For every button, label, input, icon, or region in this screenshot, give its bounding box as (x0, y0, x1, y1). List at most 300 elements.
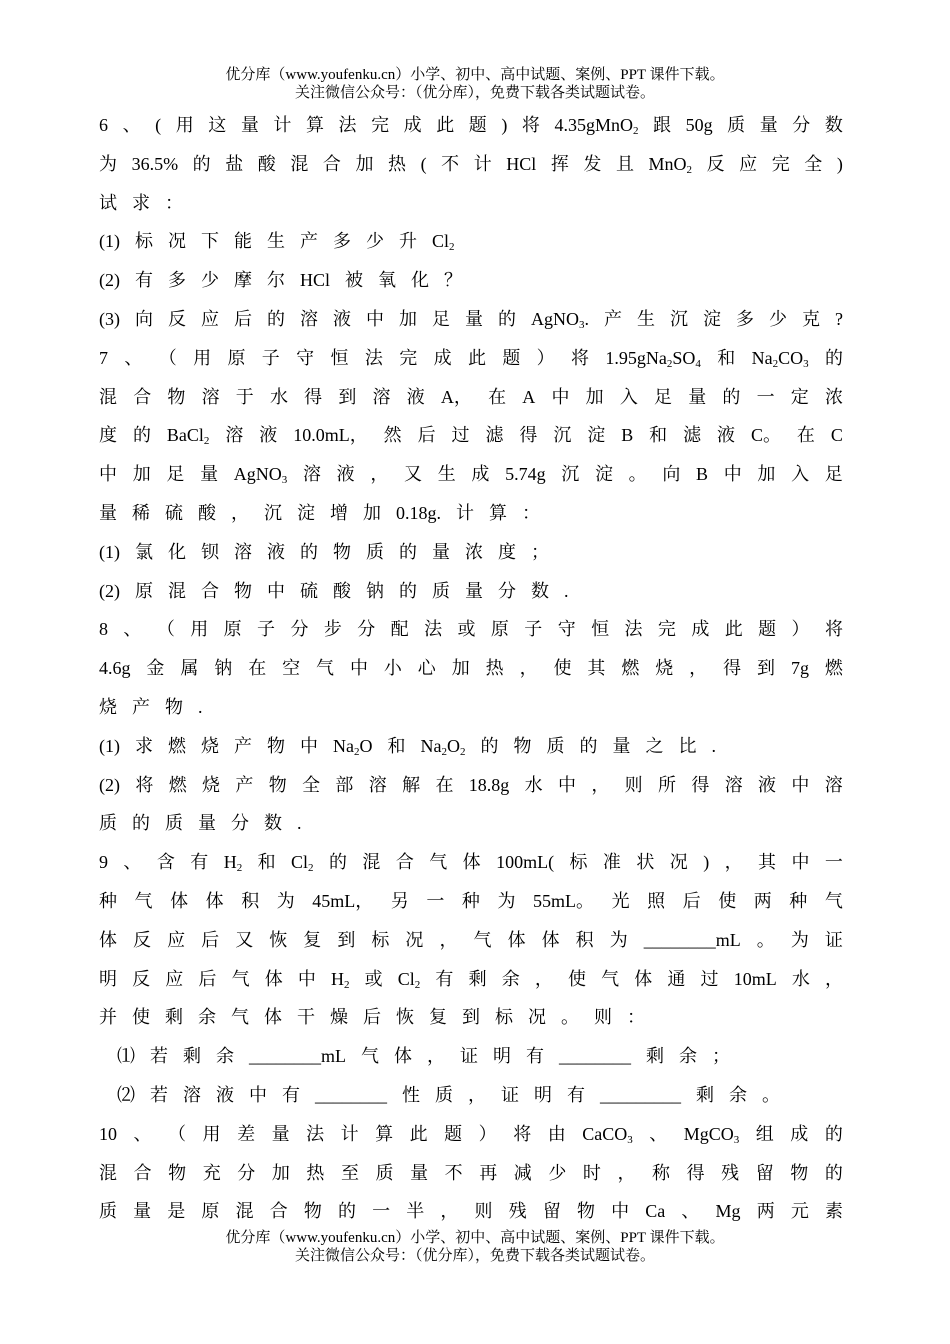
text-token: 有 (135, 270, 153, 291)
text-token: 反 (132, 968, 151, 989)
text-token: 到 (757, 658, 776, 679)
footer-line-2: 关注微信公众号：（优分库），免费下载各类试题试卷。 (294, 1248, 655, 1264)
text-token: 中 (297, 968, 316, 989)
text-token: 质 (432, 580, 450, 601)
text-token: 体 (634, 968, 653, 989)
text-token: MgCO$_3$ (683, 1123, 740, 1146)
text-token: 的 (498, 309, 516, 329)
text-token: ； (712, 1046, 730, 1067)
text-token: 一 (756, 386, 775, 407)
text-token: 或 (364, 968, 383, 989)
text-token: 少 (366, 231, 384, 252)
text-token: ， (468, 1085, 486, 1105)
text-token: 。 (628, 464, 647, 485)
text-token: 过 (451, 425, 470, 446)
text-token: 明 (99, 968, 117, 989)
text-token: 种 (99, 891, 117, 911)
text-token: 原 (223, 619, 242, 640)
text-line (99, 890, 843, 912)
text-token: 能 (234, 231, 252, 252)
text-line (99, 386, 843, 408)
text-token: 滤 (683, 425, 702, 446)
text-token: 使 (553, 658, 572, 679)
text-token: 守 (557, 619, 576, 640)
text-token: 使 (132, 1007, 150, 1028)
text-token: 溶 (824, 774, 843, 795)
text-token: 跟 (653, 115, 672, 135)
text-token: 50g (685, 115, 713, 135)
text-token: 得 (686, 1162, 705, 1183)
text-token: 量 (432, 541, 450, 562)
text-token: 发 (583, 153, 602, 174)
text-token: 原 (201, 1201, 220, 1222)
text-token: 成 (403, 115, 422, 135)
text-token: 热 (485, 658, 504, 679)
text-token: 量 (198, 813, 216, 834)
text-line (99, 851, 843, 873)
text-token: ） (478, 1123, 497, 1144)
text-token: 剩 (696, 1085, 714, 1105)
text-token: 度 (99, 425, 117, 446)
text-token: 在 (435, 774, 454, 795)
text-token: 量 (99, 503, 117, 523)
text-token: 余 (216, 1046, 234, 1067)
text-token: ⑵ (117, 1085, 135, 1105)
text-token: 钡 (201, 541, 219, 562)
text-token: 混 (290, 153, 309, 174)
text-token: ( (155, 115, 162, 135)
text-token: 此 (467, 347, 486, 368)
text-token: 水 (269, 386, 288, 407)
text-token: 明 (493, 1046, 511, 1067)
text-token: 体 (394, 1046, 412, 1067)
text-token: 一 (824, 852, 843, 873)
text-token: 含 (156, 852, 175, 873)
text-token: 45mL， (312, 891, 374, 911)
text-token: 法 (306, 1123, 325, 1144)
text-token: 入 (619, 386, 638, 407)
text-token: 用 (202, 1123, 221, 1144)
text-token: 被 (345, 270, 364, 291)
text-token: 有 (190, 852, 209, 873)
text-token: 升 (399, 231, 417, 252)
text-token: 液 (758, 774, 777, 795)
text-token: 少 (201, 270, 219, 291)
text-token: 生 (637, 309, 655, 329)
text-token: 得 (304, 386, 323, 407)
text-token: 钠 (366, 580, 384, 601)
text-token: 8 (99, 619, 108, 640)
text-token: 或 (457, 619, 476, 640)
text-line (99, 1200, 843, 1222)
text-token: 比 (678, 735, 697, 756)
text-token: 10.0mL， (293, 425, 368, 446)
text-token: 水 (791, 968, 810, 989)
text-token: 体 (99, 929, 117, 950)
text-token: ， (617, 1162, 636, 1183)
text-token: 减 (513, 1162, 532, 1183)
text-token: 合 (395, 852, 414, 873)
text-token: 完 (399, 347, 418, 368)
text-token: ， (427, 1046, 445, 1067)
text-token: HCl (506, 153, 537, 174)
text-token: 中 (791, 774, 810, 795)
text-token: 成 (691, 619, 710, 640)
text-token: 小 (383, 658, 402, 679)
text-token: 在 (248, 658, 267, 679)
text-token: 中 (611, 1201, 630, 1222)
text-token: 硫 (165, 503, 183, 523)
text-token: 剩 (183, 1046, 201, 1067)
text-token: 合 (133, 1162, 152, 1183)
text-token: 0.18g. (396, 503, 441, 523)
text-token: ? (835, 309, 843, 329)
text-token: 、 (123, 619, 142, 640)
text-token: 多 (736, 309, 754, 329)
text-token: 留 (755, 1162, 774, 1183)
text-token: ， (724, 852, 743, 873)
text-token: 素 (824, 1201, 843, 1222)
text-line (99, 1123, 843, 1145)
text-token: 加 (585, 386, 604, 407)
text-token: 且 (615, 153, 634, 174)
text-token: 产 (300, 231, 318, 252)
text-token: ________ (559, 1046, 631, 1067)
text-token: $H_2$ (223, 852, 243, 875)
text-token: 合 (133, 386, 152, 407)
text-token: 光 (611, 891, 630, 911)
text-token: 。 (756, 929, 775, 950)
text-token: 后 (201, 929, 220, 950)
text-token: 量 (271, 1123, 290, 1144)
text-token: $Cl_2$ (397, 968, 421, 991)
text-token: 在 (488, 386, 507, 407)
text-token: 、 (681, 1201, 700, 1222)
text-token: 不 (441, 153, 460, 174)
text-token: . (711, 735, 716, 756)
text-token: 况 (168, 231, 186, 252)
text-line (99, 502, 843, 524)
text-token: _________ (600, 1085, 681, 1105)
text-token: C (830, 425, 843, 446)
text-token: 淀 (703, 309, 721, 329)
text-token: 物 (165, 697, 183, 717)
text-token: 则 (594, 1007, 612, 1028)
text-token: 向 (662, 464, 681, 485)
text-token: 燃 (168, 735, 186, 756)
text-token: 原 (135, 580, 153, 601)
text-line (99, 774, 843, 796)
text-token: 足 (654, 386, 672, 407)
text-token: 加 (757, 464, 776, 485)
text-token: 生 (437, 464, 456, 485)
text-token: 恒 (330, 347, 349, 368)
text-token: 7 (99, 347, 108, 368)
text-token: 留 (542, 1201, 561, 1222)
text-token: 的 (824, 1162, 843, 1183)
text-token: 足 (432, 309, 450, 329)
text-token: 生 (267, 231, 285, 252)
text-token: 量 (133, 1201, 152, 1222)
text-token: 足 (824, 464, 843, 485)
text-token: 将 (513, 1123, 532, 1144)
text-token: 标 (495, 1007, 513, 1028)
text-token: 烧 (202, 774, 221, 795)
text-token: ) (836, 153, 843, 174)
text-token: 积 (575, 929, 594, 950)
text-token: (1) (99, 231, 120, 252)
text-token: 、 (649, 1123, 668, 1144)
text-token: 物 (790, 1162, 809, 1183)
text-token: 称 (652, 1162, 670, 1183)
text-token: 到 (337, 929, 356, 950)
text-token: 液 (216, 1085, 234, 1105)
text-token: 足 (166, 464, 185, 485)
text-token: 物 (168, 1162, 187, 1183)
text-token: ？ (444, 270, 463, 291)
text-token: 将 (824, 619, 843, 640)
text-token: 物 (234, 580, 252, 601)
text-token: 过 (700, 968, 719, 989)
text-token: 况 (669, 852, 688, 873)
text-token: 有 (282, 1085, 300, 1105)
text-token: ， (519, 658, 538, 679)
text-token: 气 (473, 929, 492, 950)
text-token: ） (536, 347, 555, 368)
text-token: 完 (771, 153, 790, 174)
text-token: ________mL (249, 1046, 346, 1067)
text-token: 又 (235, 929, 254, 950)
text-token: 质 (99, 1201, 117, 1222)
text-token: 后 (682, 891, 701, 911)
text-token: 用 (193, 347, 212, 368)
text-token: 用 (175, 115, 194, 135)
text-token: 子 (524, 619, 543, 640)
text-token: 所 (658, 774, 676, 795)
text-token: 量 (465, 580, 483, 601)
text-token: 两 (753, 891, 772, 911)
text-token: 应 (739, 153, 758, 174)
text-token: ， (370, 464, 389, 485)
text-token: 质 (366, 541, 384, 562)
text-token: ， (534, 968, 553, 989)
text-token: 的 (328, 852, 347, 873)
text-token: 成 (790, 1123, 809, 1144)
text-token: 为 (790, 929, 809, 950)
text-token: 溶 (183, 1085, 201, 1105)
text-token: 分 (792, 115, 811, 135)
text-token: 沉 (264, 503, 282, 523)
text-token: 混 (168, 580, 186, 601)
text-token: (2) (99, 580, 120, 601)
text-token: 中 (551, 386, 570, 407)
text-token: 计 (473, 153, 492, 174)
text-token: 分 (498, 580, 516, 601)
text-token: 照 (647, 891, 666, 911)
text-token: 量 (688, 386, 707, 407)
text-token: 的 (824, 1123, 843, 1144)
text-token: 后 (417, 425, 436, 446)
text-token: 余 (501, 968, 520, 989)
text-token: 产 (235, 774, 254, 795)
text-token: 这 (208, 115, 227, 135)
text-token: 证 (824, 929, 843, 950)
text-token: 氧 (378, 270, 397, 291)
text-token: 中 (366, 309, 384, 329)
text-token: 液 (406, 386, 425, 407)
text-token: 反 (168, 309, 186, 329)
text-token: 的 (192, 153, 211, 174)
text-token: 积 (241, 891, 260, 911)
text-token: 准 (602, 852, 621, 873)
text-token: 物 (267, 735, 285, 756)
text-token: B (696, 464, 709, 485)
text-token: 若 (150, 1046, 168, 1067)
text-token: 烧 (655, 658, 674, 679)
text-token: . (198, 697, 203, 717)
text-token: 此 (409, 1123, 428, 1144)
text-token: 在 (796, 425, 815, 446)
page-footer (0, 1229, 950, 1265)
text-token: 溶 (225, 425, 244, 446)
text-token: CaCO$_3$ (582, 1123, 633, 1146)
text-token: （ (158, 347, 177, 368)
text-token: 残 (721, 1162, 740, 1183)
text-token: 5.74g (505, 464, 546, 485)
text-token: 计 (340, 1123, 359, 1144)
text-token: 计 (456, 503, 474, 523)
text-token: 其 (758, 852, 777, 873)
text-token: 气 (429, 852, 448, 873)
text-token: 入 (791, 464, 810, 485)
text-token: 加 (451, 658, 470, 679)
text-token: 不 (444, 1162, 463, 1183)
text-token: 用 (190, 619, 209, 640)
text-token: 后 (234, 309, 252, 329)
text-token: 量 (612, 735, 631, 756)
text-token: 求 (135, 735, 153, 756)
text-line (99, 929, 843, 951)
text-token: 使 (718, 891, 737, 911)
text-line (99, 696, 843, 718)
text-token: 法 (624, 619, 643, 640)
text-token: 气 (231, 968, 250, 989)
text-token: . (564, 580, 569, 601)
text-token: 有 (526, 1046, 544, 1067)
text-token: 余 (198, 1007, 216, 1028)
text-token: 酸 (198, 503, 216, 523)
text-token: 体 (170, 891, 189, 911)
text-token: 混 (99, 1162, 117, 1183)
text-token: 到 (462, 1007, 480, 1028)
text-token: MnO$_2$ (648, 153, 693, 176)
text-token: 量 (465, 309, 483, 329)
text-token: 另 (390, 891, 409, 911)
text-token: 沉 (553, 425, 572, 446)
text-token: (2) (99, 774, 120, 795)
text-token: 物 (167, 386, 186, 407)
text-token: 为 (99, 153, 117, 174)
text-token: 4.6g (99, 658, 131, 679)
text-token: 的 (132, 425, 151, 446)
text-token: 标 (135, 231, 153, 252)
text-token: 部 (335, 774, 354, 795)
text-token: 题 (444, 1123, 463, 1144)
text-token: 摩 (234, 270, 252, 291)
text-token: $Na_2O_2$ (420, 735, 466, 758)
text-token: 、 (133, 1123, 152, 1144)
text-token: $Na_2CO_3$ (751, 347, 809, 370)
text-token: 种 (789, 891, 808, 911)
footer-line-1: 优分库（www.youfenku.cn）小学、初中、高中试题、案例、PPT 课件下载。 (225, 1230, 725, 1246)
text-token: 使 (567, 968, 586, 989)
text-token: ） (791, 619, 810, 640)
text-token: 、 (123, 852, 142, 873)
text-token: 分 (357, 619, 376, 640)
text-token: 4.35gMnO$_2$ (554, 115, 639, 137)
text-token: 的 (399, 541, 417, 562)
text-token: 恢 (269, 929, 288, 950)
text-token: 并 (99, 1007, 117, 1028)
text-token: 剩 (468, 968, 487, 989)
text-token: ： (522, 503, 540, 523)
text-token: 9 (99, 852, 108, 873)
text-token: 差 (237, 1123, 256, 1144)
text-token: 盐 (225, 153, 244, 174)
text-token: 然 (383, 425, 402, 446)
text-token: 成 (471, 464, 490, 485)
text-line (99, 812, 843, 834)
text-token: ( (420, 153, 427, 174)
text-token: 再 (479, 1162, 498, 1183)
text-token: 燃 (824, 658, 843, 679)
text-token: 合 (269, 1201, 288, 1222)
text-token: 热 (388, 153, 406, 174)
text-token: 液 (717, 425, 736, 446)
text-token: 水 (524, 774, 543, 795)
text-token: 淀 (594, 464, 613, 485)
text-token: 得 (691, 774, 710, 795)
text-token: 稀 (132, 503, 150, 523)
text-token: 烧 (201, 735, 219, 756)
text-line (99, 580, 843, 602)
text-token: 10 (99, 1123, 117, 1144)
text-token: 明 (534, 1085, 552, 1105)
text-token: 体 (507, 929, 526, 950)
text-token: BaCl$_2$ (166, 425, 210, 448)
text-token: A (522, 386, 536, 407)
text-token: 原 (227, 347, 246, 368)
text-token: 全 (804, 153, 823, 174)
text-token: 的 (267, 309, 285, 329)
text-line (99, 192, 843, 214)
text-token: 酸 (257, 153, 276, 174)
text-token: 余 (679, 1046, 697, 1067)
text-token: 计 (273, 115, 292, 135)
text-token: Ca (645, 1201, 666, 1222)
text-token: $H_2$ (330, 968, 350, 991)
text-token: 一 (372, 1201, 391, 1222)
text-token: 物 (576, 1201, 595, 1222)
text-token: 种 (461, 891, 480, 911)
text-token: 定 (790, 386, 809, 407)
header-line-1: 优分库（www.youfenku.cn）小学、初中、高中试题、案例、PPT 课件下载。 (225, 67, 725, 83)
text-token: 为 (497, 891, 516, 911)
text-token: 气 (601, 968, 620, 989)
text-token: 7g (790, 658, 809, 679)
text-token: 中 (300, 735, 318, 756)
text-token: 题 (758, 619, 777, 640)
